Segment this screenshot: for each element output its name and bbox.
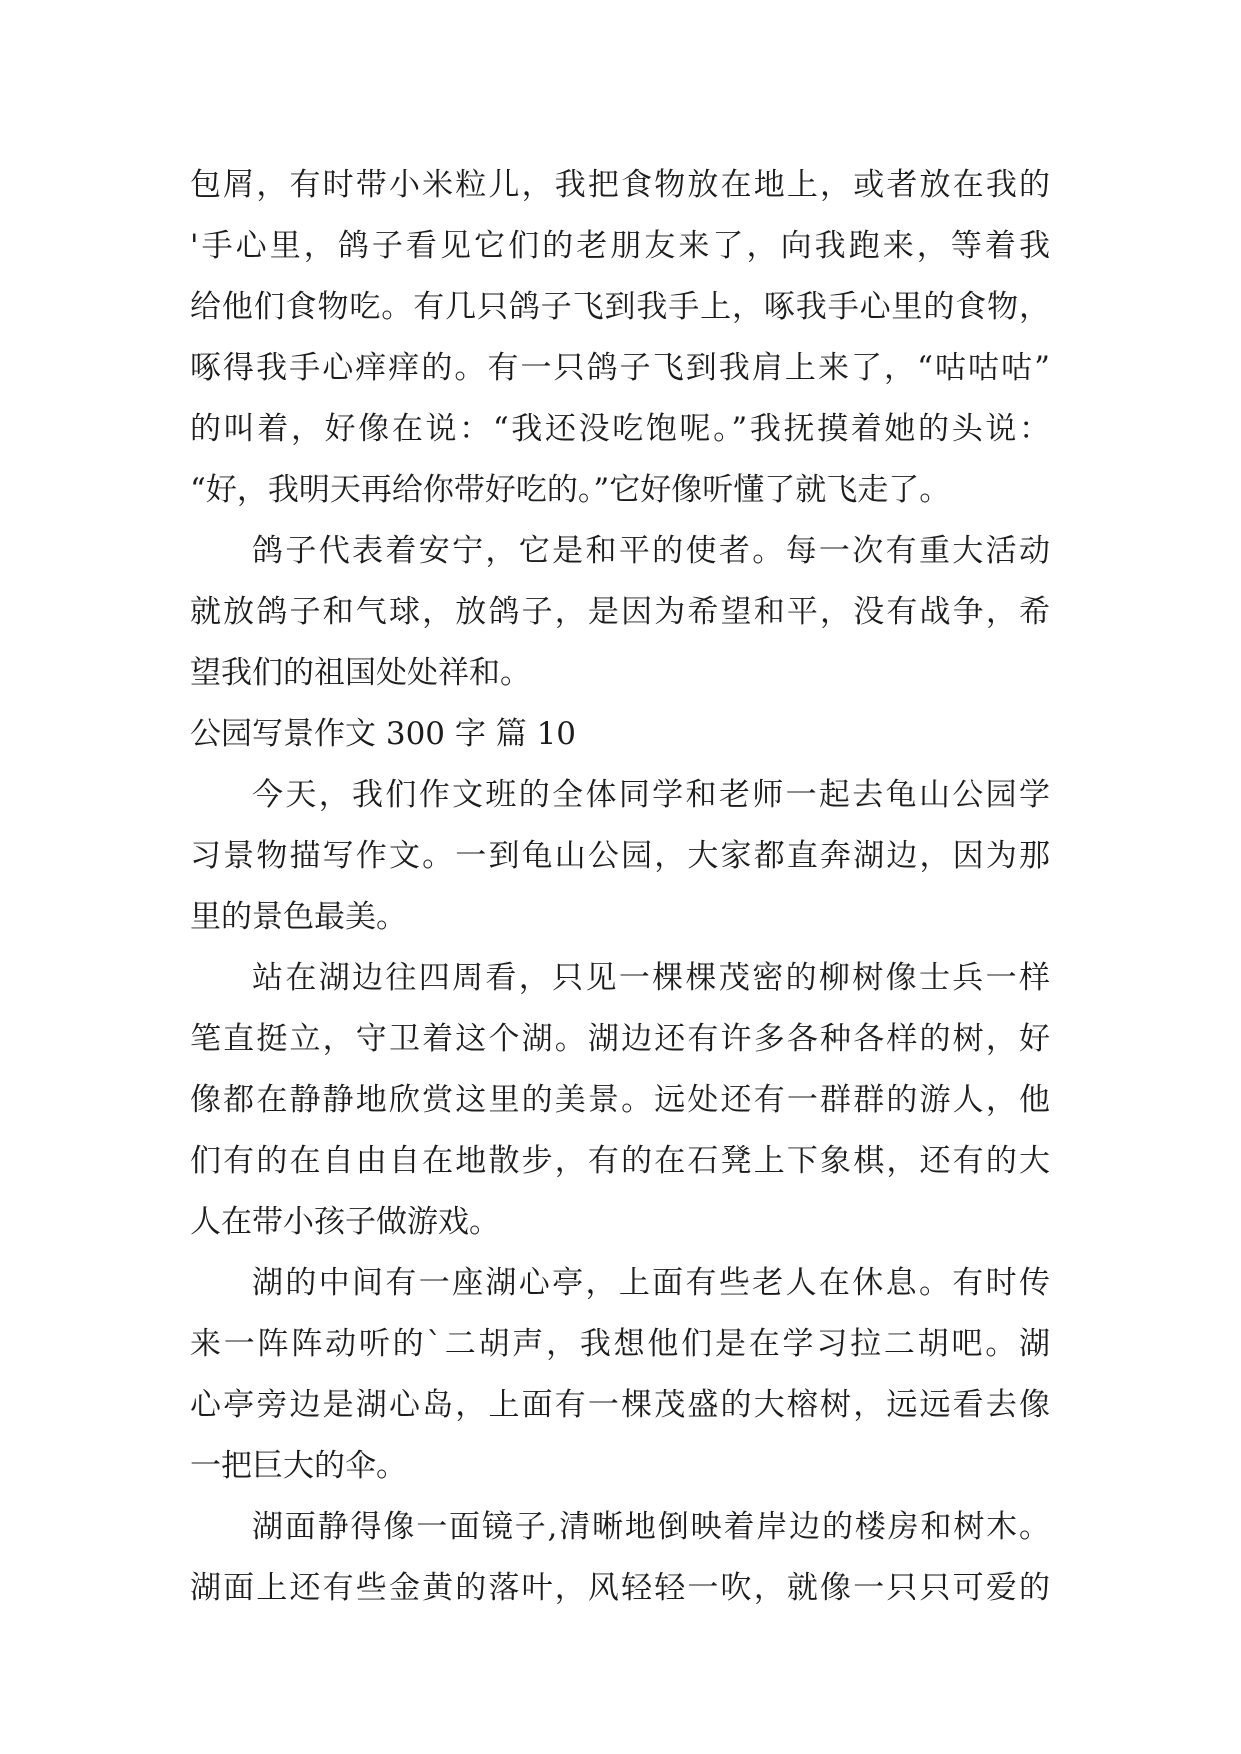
paragraph-first-line: 湖面静得像一面镜子,清晰地倒映着岸边的楼房和树木。	[252, 1509, 1050, 1545]
text-line: 心亭旁边是湖心岛，上面有一棵茂盛的大榕树，远远看去像	[190, 1387, 1050, 1423]
text-line: 们有的在自由自在地散步，有的在石凳上下象棋，还有的大	[190, 1143, 1050, 1179]
text-line: 笔直挺立，守卫着这个湖。湖边还有许多各种各样的树，好	[190, 1021, 1050, 1057]
text-line: 习景物描写作文。一到龟山公园，大家都直奔湖边，因为那	[190, 838, 1050, 874]
text-line: 给他们食物吃。有几只鸽子飞到我手上，啄我手心里的食物，	[190, 289, 1050, 325]
text-line: 望我们的祖国处处祥和。	[190, 655, 531, 691]
paragraph-first-line: 站在湖边往四周看，只见一棵棵茂密的柳树像士兵一样	[252, 960, 1050, 996]
text-line: 人在带小孩子做游戏。	[190, 1204, 500, 1240]
paragraph-first-line: 湖的中间有一座湖心亭，上面有些老人在休息。有时传	[252, 1265, 1050, 1301]
text-line: 包屑，有时带小米粒儿，我把食物放在地上，或者放在我的	[190, 167, 1050, 203]
paragraph-first-line: 鸽子代表着安宁，它是和平的使者。每一次有重大活动	[252, 533, 1050, 569]
text-line: 就放鸽子和气球，放鸽子，是因为希望和平，没有战争，希	[190, 594, 1050, 630]
section-heading: 公园写景作文 300 字 篇 10	[190, 716, 577, 752]
text-line: 像都在静静地欣赏这里的美景。远处还有一群群的游人，他	[190, 1082, 1050, 1118]
text-line: “好，我明天再给你带好吃的。”它好像听懂了就飞走了。	[190, 472, 951, 508]
text-line: 一把巨大的伞。	[190, 1448, 407, 1484]
text-line: 来一阵阵动听的`二胡声，我想他们是在学习拉二胡吧。湖	[190, 1326, 1050, 1362]
text-line: 里的景色最美。	[190, 899, 407, 935]
text-line: 湖面上还有些金黄的落叶，风轻轻一吹，就像一只只可爱的	[190, 1570, 1050, 1606]
text-line: '手心里，鸽子看见它们的老朋友来了，向我跑来，等着我	[190, 228, 1050, 264]
text-line: 的叫着，好像在说：“我还没吃饱呢。”我抚摸着她的头说：	[190, 411, 1050, 447]
text-line: 啄得我手心痒痒的。有一只鸽子飞到我肩上来了，“咕咕咕”	[190, 350, 1050, 386]
paragraph-first-line: 今天，我们作文班的全体同学和老师一起去龟山公园学	[252, 777, 1050, 813]
